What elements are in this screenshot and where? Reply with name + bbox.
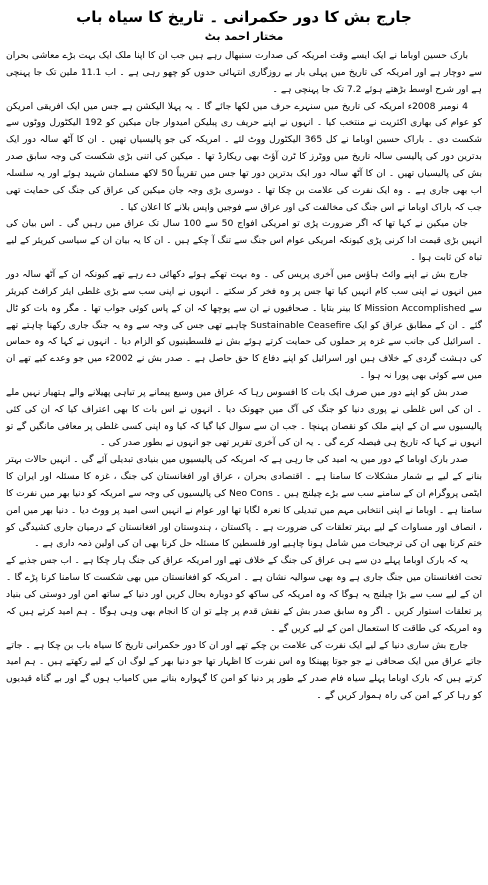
article-byline: مختار احمد بٹ	[204, 30, 284, 43]
article-paragraph: جارج بش ساری دنیا کے لیے ایک نفرت کی علامت بن چکے تھے اور ان کا دور حکمرانی تاریخ کا سیاہ باب بن چکا ہے ۔ جاتے جاتے عراق میں ایک صحافی نے جو جوتا پھینکا وہ اس نفرت کا اظہار تھا جو دنیا بھر کے لوگ ان کے لیے رکھتے ہیں ۔ ہم امید کرتے ہیں کہ بارک اوباما پہلے سیاہ فام صدر کے طور پر دنیا کو امن کا گہوارہ بنانے میں کامیاب ہوں گے اور بے گناہ قیدیوں کو رہا کر کے امن کی راہ ہموار کریں گے ۔	[6, 639, 482, 702]
article-paragraph: 4 نومبر 2008ء امریکہ کی تاریخ میں سنہرے حرف میں لکھا جائے گا ۔ یہ پہلا الیکشن ہے جس میں ایک افریقی امریکن کو عوام کی بھاری اکثریت نے منتخب کیا ۔ انہوں نے اپنے حریف ری پبلیکن امیدوار جان میکین کو 192 الیکٹورل ووٹوں سے شکست دی ۔ باراک حسین اوباما نے کل 365 الیکٹورل ووٹ لئے ۔ امریکہ کی جو پالیسیاں تھیں ۔ ان کا آٹھ سالہ دور ایک بدترین دور کی پالیسی سالہ تاریخ میں ووٹرز کا ٹرن آؤٹ بھی ریکارڈ تھا ۔ میکین کی اتنی بڑی شکست کی وجہ سابق صدر بش کی پالیسیاں تھیں ۔ ان کا آٹھ سالہ دور ایک بدترین دور تھا جس میں تقریباً 50 لاکھ مسلمان شہید ہوئے اور یہ سلسلہ اب بھی جاری ہے ۔ وہ ایک نفرت کی علامت بن چکا تھا ۔ دوسری بڑی وجہ جان میکین کی عراق کی جنگ کی حمایت تھی جب کہ باراک اوباما نے اس جنگ کی مخالفت کی اور عراق سے فوجیں واپس بلانے کا اعلان کیا ۔	[6, 100, 483, 213]
article-headline: جارج بش کا دور حکمرانی ۔ تاریخ کا سیاہ باب	[76, 8, 412, 26]
article-paragraph: بارک حسین اوباما نے ایک ایسے وقت امریکہ کی صدارت سنبھال رہے ہیں جب ان کا اپنا ملک ایک بہت بڑے معاشی بحران سے دوچار ہے اور امریکہ کی تاریخ میں پہلی بار بے روزگاری انتہائی حدوں کو چھو رہی ہے ۔ اب 11.1 ملین تک جا پہنچی ہے اور شرح اوسط بڑھتے ہوئے 7.2 تک جا پہنچی ہے ۔	[6, 50, 482, 95]
article-paragraph: جارج بش نے اپنے وائٹ ہاؤس میں آخری پریس کی ۔ وہ بہت تھکے ہوئے دکھائی دے رہے تھے کیونکہ ان کے آٹھ سالہ دور میں انہوں نے اپنی سب کام انہیں کیا تھا جس پر وہ فخر کر سکتے ۔ انہوں نے اپنی سب سے بڑی غلطی ایئر کرافٹ کیریئر سے Mission Accomplished کا بینر بتایا ۔ صحافیوں نے ان سے پوچھا کہ ان کے پاس کوئی جواب تھا ۔ مگر وہ بات کو ٹال گئے ۔ ان کے مطابق عراق کو ایک Sustainable Ceasefire چاہیے تھی جس کی وجہ سے وہ یہ جنگ جاری رکھنا چاہتے تھے ۔ اسرائیل کی جانب سے غزہ پر حملوں کی حمایت کرتے ہوئے بش نے فلسطینیوں کو الزام دیا ۔ انہوں نے کہا کہ وہ حماس کی دہشت گردی کے خلاف ہیں اور اسرائیل کو اپنے دفاع کا حق حاصل ہے ۔ صدر بش نے 2002ء میں جو وعدے کیے تھے ان میں سے کوئی بھی پورا نہ ہوا ۔	[6, 268, 482, 382]
article-paragraph: صدر بش کو اپنے دور میں صرف ایک بات کا افسوس رہا کہ عراق میں وسیع پیمانے پر تباہی پھیلانے والے ہتھیار نہیں ملے ۔ ان کی اس غلطی نے پوری دنیا کو جنگ کی آگ میں جھونک دیا ۔ انہوں نے اس بات کا بھی اعتراف کیا کہ ان کی کئی پالیسیوں سے ان کے اپنے ملک کو نقصان پہنچا ۔ جب ان سے سوال کیا گیا کہ کیا وہ اپنی کسی غلطی پر معافی مانگیں گے تو انہوں نے کہا کہ تاریخ ہی فیصلہ کرے گی ۔ یہ ان کی آخری تقریر تھی جو انہوں نے بطور صدر کی ۔	[6, 386, 482, 449]
article-paragraph: صدر بارک اوباما کے دور میں یہ امید کی جا رہی ہے کہ امریکہ کی پالیسیوں میں بنیادی تبدیلی آئے گی ۔ انہیں حالات بہتر بنانے کے لیے بے شمار مشکلات کا سامنا ہے ۔ اقتصادی بحران ، عراق اور افغانستان کی جنگ ، غزہ کا مسئلہ اور ایران کا ایٹمی پروگرام ان کے سامنے سب سے بڑے چیلنج ہیں ۔ Neo Cons کی پالیسیوں کی وجہ سے امریکہ کو دنیا بھر میں نفرت کا سامنا ہے ۔ اوباما نے اپنی انتخابی مہم میں تبدیلی کا نعرہ لگایا تھا اور عوام نے انہیں اسی امید پر ووٹ دیا ۔ دنیا بھر میں امن ، انصاف اور مساوات کے لیے بہتر تعلقات کی ضرورت ہے ۔ پاکستان ، ہندوستان اور افغانستان کے درمیان جاری کشیدگی کو ختم کرنا بھی ان کی ترجیحات میں شامل ہونا چاہیے اور فلسطین کا مسئلہ حل کرنا بھی ان کی اولین ذمہ داری ہے ۔	[6, 454, 482, 550]
article-paragraph: یہ کہ بارک اوباما پہلے دن سے ہی عراق کی جنگ کے خلاف تھے اور امریکہ عراق کی جنگ ہار چکا ہے ۔ اب جس جذبے کے تحت افغانستان میں جنگ جاری ہے وہ بھی سوالیہ نشان ہے ۔ امریکہ کو افغانستان میں بھی شکست کا سامنا کرنا پڑے گا ۔ ان کے لیے سب سے بڑا چیلنج یہ ہوگا کہ وہ امریکہ کی ساکھ کو دوبارہ بحال کریں اور دنیا کے ساتھ امن اور دوستی کی بنیاد پر تعلقات استوار کریں ۔ اگر وہ سابق صدر بش کے نقش قدم پر چلے تو ان کا انجام بھی وہی ہوگا ۔ ہم امید کرتے ہیں کہ وہ امریکہ کی طاقت کا استعمال امن کے لیے کریں گے ۔	[6, 555, 482, 634]
article-paragraph: جان میکین نے کہا تھا کہ اگر ضرورت پڑی تو امریکی افواج 50 سے 100 سال تک عراق میں رہیں گی ۔ اس بیان کی انہیں بڑی قیمت ادا کرنی پڑی کیونکہ امریکی عوام اس جنگ سے تنگ آ چکے ہیں ۔ ان کا یہ بیان ان کے سیاسی کیریئر کے لیے تباہ کن ثابت ہوا ۔	[6, 218, 482, 264]
article-body	[6, 48, 482, 705]
